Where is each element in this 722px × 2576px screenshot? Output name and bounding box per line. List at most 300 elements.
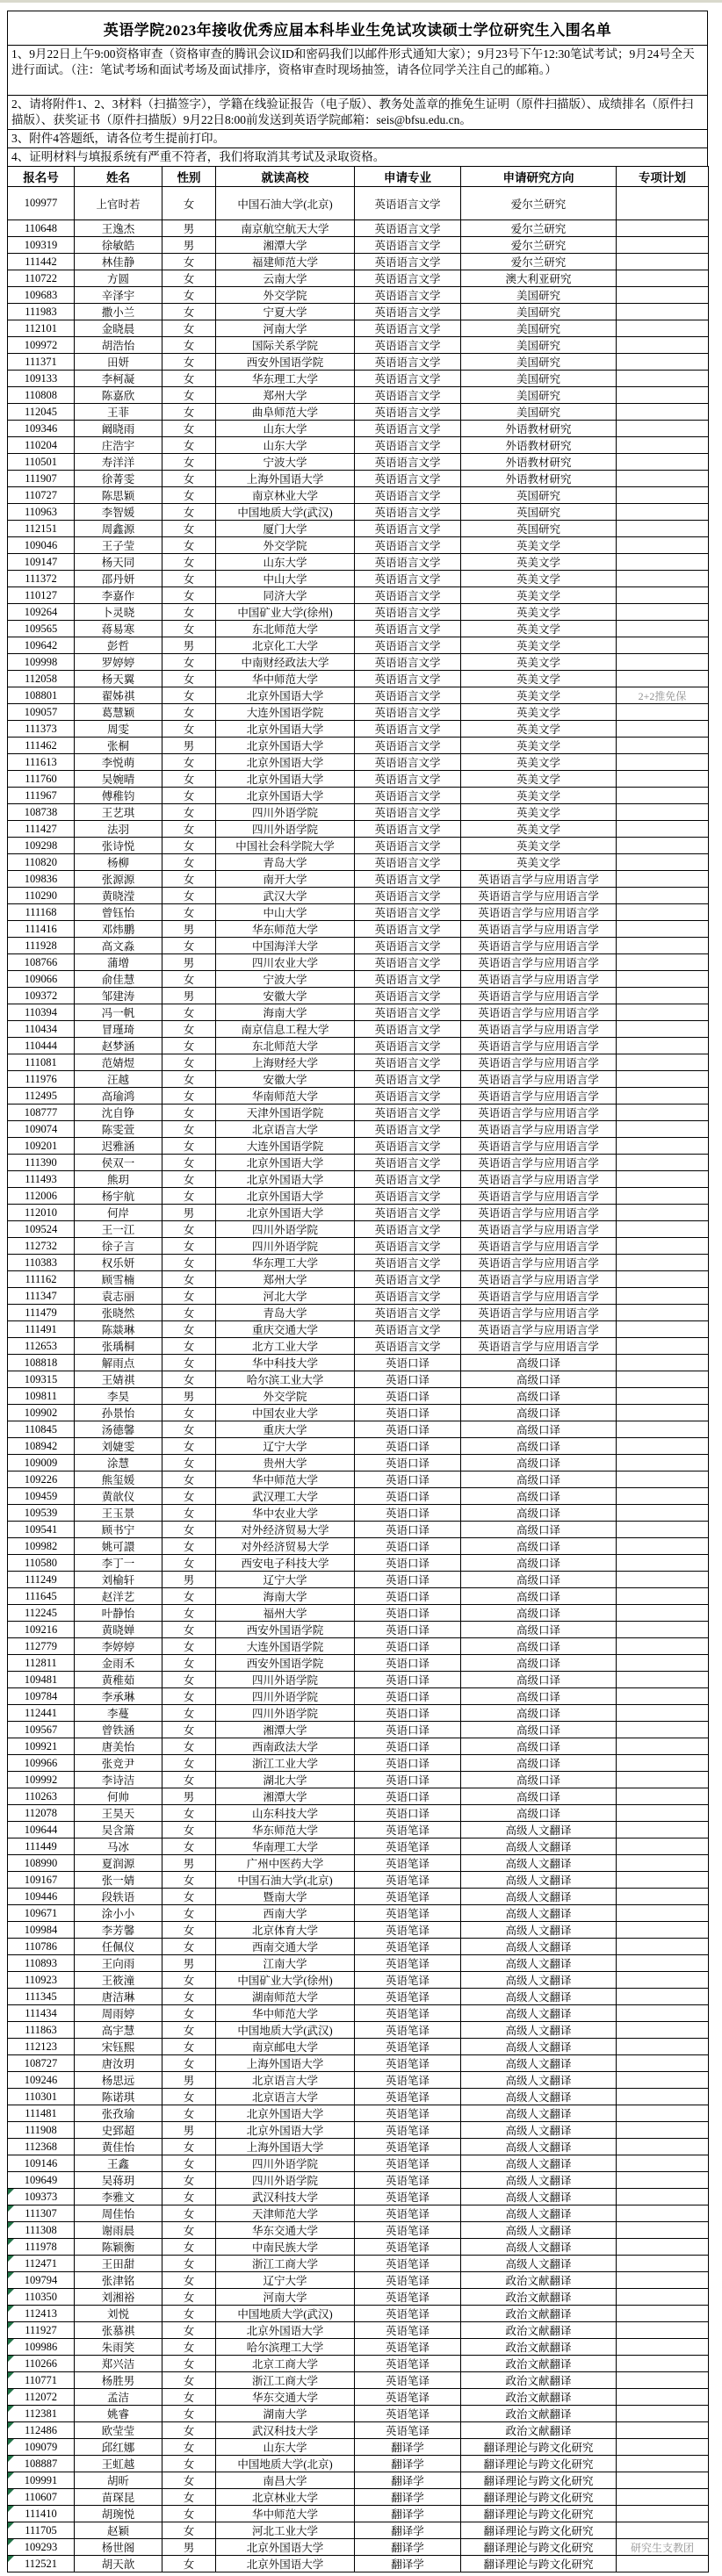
column-header: 申请专业 <box>355 167 461 187</box>
cell-direction: 英语语言学与应用语言学 <box>461 1205 617 1221</box>
cell-gender: 女 <box>162 454 216 471</box>
cell-university: 外交学院 <box>216 537 355 554</box>
table-row <box>8 1138 709 1155</box>
cell-special-plan <box>617 2522 709 2539</box>
table-row <box>8 954 709 971</box>
cell-reg-no-flagged: 112072 <box>8 2389 75 2406</box>
table-row <box>8 2539 709 2556</box>
cell-major: 英语口译 <box>355 1605 461 1622</box>
cell-direction: 英语语言学与应用语言学 <box>461 1004 617 1021</box>
cell-name: 李昊 <box>75 1388 162 1405</box>
cell-major: 英语语言文学 <box>355 1338 461 1355</box>
cell-direction: 英语语言学与应用语言学 <box>461 1088 617 1105</box>
cell-direction: 英语语言学与应用语言学 <box>461 871 617 888</box>
table-row <box>8 1021 709 1038</box>
cell-major: 英语笔译 <box>355 2205 461 2222</box>
table-row <box>8 2489 709 2506</box>
cell-gender: 男 <box>162 1572 216 1588</box>
cell-major: 英语口译 <box>355 1405 461 1421</box>
cell-reg-no: 110727 <box>8 487 75 504</box>
cell-special-plan <box>617 554 709 571</box>
cell-special-plan <box>617 838 709 854</box>
cell-name: 范婧煜 <box>75 1054 162 1071</box>
table-row <box>8 754 709 771</box>
table-row <box>8 1905 709 1922</box>
cell-direction: 英美文学 <box>461 687 617 704</box>
cell-gender: 女 <box>162 2439 216 2456</box>
cell-name: 何帅 <box>75 1788 162 1805</box>
cell-special-plan <box>617 1939 709 1955</box>
cell-reg-no: 109226 <box>8 1471 75 1488</box>
cell-special-plan <box>617 1105 709 1121</box>
cell-university: 北京外国语大学 <box>216 721 355 738</box>
cell-direction: 英语语言学与应用语言学 <box>461 921 617 938</box>
cell-direction: 英语语言学与应用语言学 <box>461 1305 617 1321</box>
cell-special-plan <box>617 971 709 988</box>
table-row <box>8 1288 709 1305</box>
table-row <box>8 854 709 871</box>
cell-special-plan <box>617 187 709 220</box>
cell-direction: 政治文献翻译 <box>461 2272 617 2289</box>
table-row <box>8 788 709 804</box>
cell-major: 英语语言文学 <box>355 1188 461 1205</box>
cell-direction: 高级口译 <box>461 1355 617 1371</box>
cell-gender: 女 <box>162 2472 216 2489</box>
cell-name: 蒲增 <box>75 954 162 971</box>
cell-name: 张桐 <box>75 738 162 754</box>
cell-gender: 男 <box>162 2122 216 2139</box>
cell-gender: 女 <box>162 671 216 687</box>
table-row <box>8 1255 709 1271</box>
cell-special-plan <box>617 2172 709 2189</box>
cell-name: 苗琛昆 <box>75 2489 162 2506</box>
cell-reg-no-flagged: 112471 <box>8 2256 75 2272</box>
table-row <box>8 1371 709 1388</box>
cell-gender: 女 <box>162 1105 216 1121</box>
cell-university: 中国地质大学(武汉) <box>216 504 355 521</box>
cell-direction: 高级人文翻译 <box>461 2055 617 2072</box>
cell-name: 周鑫源 <box>75 521 162 537</box>
cell-reg-no: 112495 <box>8 1088 75 1105</box>
cell-direction: 翻译理论与跨文化研究 <box>461 2456 617 2472</box>
cell-special-plan <box>617 504 709 521</box>
cell-special-plan <box>617 1471 709 1488</box>
table-row <box>8 2205 709 2222</box>
cell-major: 翻译学 <box>355 2456 461 2472</box>
table-row <box>8 1488 709 1505</box>
cell-reg-no: 109984 <box>8 1922 75 1939</box>
cell-major: 英语笔译 <box>355 2222 461 2239</box>
cell-direction: 高级人文翻译 <box>461 1972 617 1989</box>
cell-name: 徐敏皓 <box>75 237 162 254</box>
cell-direction: 英语语言学与应用语言学 <box>461 1138 617 1155</box>
table-row <box>8 1722 709 1738</box>
cell-special-plan <box>617 437 709 454</box>
cell-reg-no: 111481 <box>8 2105 75 2122</box>
cell-direction: 英美文学 <box>461 771 617 788</box>
cell-direction: 政治文献翻译 <box>461 2339 617 2356</box>
cell-reg-no: 109683 <box>8 287 75 304</box>
cell-major: 英语语言文学 <box>355 971 461 988</box>
cell-university: 江南大学 <box>216 1955 355 1972</box>
cell-reg-no: 108942 <box>8 1438 75 1455</box>
cell-name: 周佳怡 <box>75 2205 162 2222</box>
cell-university: 华东理工大学 <box>216 371 355 387</box>
table-row <box>8 971 709 988</box>
cell-gender: 女 <box>162 2389 216 2406</box>
cell-gender: 女 <box>162 788 216 804</box>
cell-special-plan <box>617 320 709 337</box>
cell-direction: 美国研究 <box>461 371 617 387</box>
cell-gender: 女 <box>162 1238 216 1255</box>
table-row <box>8 721 709 738</box>
cell-direction: 翻译理论与跨文化研究 <box>461 2472 617 2489</box>
cell-major: 英语语言文学 <box>355 804 461 821</box>
cell-reg-no: 110963 <box>8 504 75 521</box>
cell-special-plan <box>617 2139 709 2155</box>
cell-special-plan <box>617 1922 709 1939</box>
cell-university: 中国农业大学 <box>216 1405 355 1421</box>
cell-special-plan <box>617 904 709 921</box>
cell-major: 英语语言文学 <box>355 1038 461 1054</box>
cell-direction: 英美文学 <box>461 788 617 804</box>
table-row <box>8 1155 709 1171</box>
cell-name: 李嘉作 <box>75 587 162 604</box>
table-row <box>8 1738 709 1755</box>
cell-name: 李悦萌 <box>75 754 162 771</box>
cell-special-plan <box>617 871 709 888</box>
cell-major: 英语口译 <box>355 1355 461 1371</box>
cell-special-plan <box>617 2189 709 2205</box>
cell-university: 北京外国语大学 <box>216 738 355 754</box>
cell-reg-no: 111442 <box>8 254 75 270</box>
cell-name: 涂小小 <box>75 1905 162 1922</box>
table-row <box>8 1438 709 1455</box>
cell-gender: 女 <box>162 1705 216 1722</box>
cell-gender: 女 <box>162 1722 216 1738</box>
cell-special-plan <box>617 1188 709 1205</box>
table-row <box>8 1989 709 2005</box>
cell-gender: 女 <box>162 1438 216 1455</box>
cell-gender: 女 <box>162 371 216 387</box>
cell-university: 中国地质大学(北京) <box>216 2456 355 2472</box>
cell-major: 英语语言文学 <box>355 654 461 671</box>
table-row <box>8 671 709 687</box>
cell-reg-no: 109565 <box>8 621 75 637</box>
cell-major: 英语笔译 <box>355 1989 461 2005</box>
cell-university: 四川外语学院 <box>216 1238 355 1255</box>
table-row <box>8 2189 709 2205</box>
cell-gender: 女 <box>162 1455 216 1471</box>
cell-university: 北京外国语大学 <box>216 1188 355 1205</box>
cell-gender: 女 <box>162 754 216 771</box>
cell-university: 中国矿业大学(徐州) <box>216 1972 355 1989</box>
cell-major: 英语口译 <box>355 1421 461 1438</box>
cell-name: 杨世阁 <box>75 2539 162 2556</box>
cell-special-plan <box>617 1288 709 1305</box>
table-row <box>8 1455 709 1471</box>
cell-gender: 女 <box>162 1054 216 1071</box>
cell-direction: 政治文献翻译 <box>461 2306 617 2322</box>
cell-special-plan <box>617 921 709 938</box>
cell-university: 天津师范大学 <box>216 2205 355 2222</box>
table-row <box>8 1638 709 1655</box>
cell-direction: 英美文学 <box>461 738 617 754</box>
cell-special-plan <box>617 387 709 404</box>
cell-special-plan <box>617 1071 709 1088</box>
cell-name: 徐菁雯 <box>75 471 162 487</box>
spreadsheet-page <box>0 3 715 2576</box>
table-row <box>8 2055 709 2072</box>
cell-name: 卜灵晓 <box>75 604 162 621</box>
cell-university: 西安外国语学院 <box>216 1655 355 1672</box>
cell-name: 李承琳 <box>75 1688 162 1705</box>
cell-name: 彭哲 <box>75 637 162 654</box>
cell-special-plan <box>617 1121 709 1138</box>
table-row <box>8 1605 709 1622</box>
cell-gender: 女 <box>162 938 216 954</box>
cell-reg-no: 109246 <box>8 2072 75 2089</box>
table-row <box>8 1171 709 1188</box>
cell-major: 英语笔译 <box>355 2372 461 2389</box>
cell-direction: 高级口译 <box>461 1455 617 1471</box>
cell-direction: 英语语言学与应用语言学 <box>461 1338 617 1355</box>
cell-gender: 女 <box>162 1288 216 1305</box>
cell-reg-no: 110893 <box>8 1955 75 1972</box>
cell-direction: 政治文献翻译 <box>461 2372 617 2389</box>
cell-major: 英语语言文学 <box>355 337 461 354</box>
cell-reg-no-flagged: 112413 <box>8 2306 75 2322</box>
cell-direction: 爱尔兰研究 <box>461 220 617 237</box>
cell-reg-no: 109298 <box>8 838 75 854</box>
cell-special-plan <box>617 354 709 371</box>
cell-reg-no: 112151 <box>8 521 75 537</box>
cell-name: 高瑜鸿 <box>75 1088 162 1105</box>
table-row <box>8 1672 709 1688</box>
cell-direction: 翻译理论与跨文化研究 <box>461 2506 617 2522</box>
cell-direction: 高级人文翻译 <box>461 1872 617 1889</box>
cell-name: 王昊天 <box>75 1805 162 1822</box>
cell-gender: 女 <box>162 1889 216 1905</box>
cell-special-plan <box>617 1788 709 1805</box>
cell-special-plan <box>617 1989 709 2005</box>
cell-special-plan <box>617 1688 709 1705</box>
cell-university: 贵州大学 <box>216 1455 355 1471</box>
cell-reg-no: 109784 <box>8 1688 75 1705</box>
cell-university: 北京外国语大学 <box>216 2556 355 2572</box>
cell-reg-no: 110808 <box>8 387 75 404</box>
cell-special-plan <box>617 1438 709 1455</box>
cell-major: 英语口译 <box>355 1505 461 1522</box>
cell-gender: 女 <box>162 1772 216 1788</box>
cell-direction: 高级口译 <box>461 1522 617 1538</box>
cell-name: 罗婷婷 <box>75 654 162 671</box>
table-row <box>8 320 709 337</box>
cell-reg-no: 109998 <box>8 654 75 671</box>
table-row <box>8 2155 709 2172</box>
cell-gender: 女 <box>162 721 216 738</box>
table-row <box>8 554 709 571</box>
table-row <box>8 1972 709 1989</box>
cell-direction: 爱尔兰研究 <box>461 237 617 254</box>
cell-special-plan: 研究生支教团 <box>617 2539 709 2556</box>
cell-gender: 女 <box>162 554 216 571</box>
cell-major: 英语口译 <box>355 1655 461 1672</box>
table-row <box>8 1004 709 1021</box>
document-box <box>7 11 708 167</box>
cell-major: 英语语言文学 <box>355 788 461 804</box>
cell-major: 英语语言文学 <box>355 1305 461 1321</box>
cell-reg-no: 109201 <box>8 1138 75 1155</box>
cell-reg-no: 109074 <box>8 1121 75 1138</box>
cell-university: 北京外国语大学 <box>216 1205 355 1221</box>
cell-special-plan <box>617 2489 709 2506</box>
table-row <box>8 1955 709 1972</box>
cell-reg-no: 109836 <box>8 871 75 888</box>
cell-university: 大连外国语学院 <box>216 704 355 721</box>
cell-major: 翻译学 <box>355 2556 461 2572</box>
cell-major: 英语口译 <box>355 1488 461 1505</box>
cell-reg-no: 109147 <box>8 554 75 571</box>
cell-major: 英语口译 <box>355 1388 461 1405</box>
cell-gender: 女 <box>162 2422 216 2439</box>
cell-special-plan <box>617 804 709 821</box>
cell-university: 辽宁大学 <box>216 1438 355 1455</box>
cell-special-plan <box>617 854 709 871</box>
cell-gender: 女 <box>162 1989 216 2005</box>
cell-reg-no: 111907 <box>8 471 75 487</box>
cell-name: 王鑫 <box>75 2155 162 2172</box>
cell-gender: 女 <box>162 354 216 371</box>
cell-direction: 高级人文翻译 <box>461 2072 617 2089</box>
cell-name: 邓炜鹏 <box>75 921 162 938</box>
cell-gender: 女 <box>162 2522 216 2539</box>
cell-special-plan <box>617 1021 709 1038</box>
cell-name: 高文淼 <box>75 938 162 954</box>
cell-name: 寿洋洋 <box>75 454 162 471</box>
cell-special-plan <box>617 1772 709 1788</box>
cell-gender: 女 <box>162 1922 216 1939</box>
table-row <box>8 1788 709 1805</box>
cell-gender: 女 <box>162 1939 216 1955</box>
cell-gender: 女 <box>162 320 216 337</box>
cell-major: 英语口译 <box>355 1471 461 1488</box>
table-row <box>8 504 709 521</box>
cell-name: 孙景怡 <box>75 1405 162 1421</box>
cell-major: 英语语言文学 <box>355 1321 461 1338</box>
cell-direction: 美国研究 <box>461 320 617 337</box>
cell-direction: 高级口译 <box>461 1488 617 1505</box>
cell-gender: 男 <box>162 954 216 971</box>
cell-university: 辽宁大学 <box>216 1572 355 1588</box>
cell-special-plan <box>617 1238 709 1255</box>
cell-university: 四川外语学院 <box>216 1672 355 1688</box>
cell-direction: 英语语言学与应用语言学 <box>461 1238 617 1255</box>
cell-direction: 高级人文翻译 <box>461 1889 617 1905</box>
cell-gender: 女 <box>162 1488 216 1505</box>
cell-gender: 女 <box>162 537 216 554</box>
cell-direction: 政治文献翻译 <box>461 2289 617 2306</box>
cell-special-plan <box>617 2439 709 2456</box>
cell-major: 英语口译 <box>355 1805 461 1822</box>
cell-special-plan <box>617 1555 709 1572</box>
cell-gender: 女 <box>162 1471 216 1488</box>
cell-gender: 女 <box>162 2322 216 2339</box>
cell-name: 唐汝玥 <box>75 2055 162 2072</box>
cell-gender: 女 <box>162 2456 216 2472</box>
cell-name: 张一婧 <box>75 1872 162 1889</box>
cell-direction: 高级人文翻译 <box>461 1838 617 1855</box>
cell-special-plan <box>617 1872 709 1889</box>
cell-direction: 英语语言学与应用语言学 <box>461 1221 617 1238</box>
cell-name: 张诗悦 <box>75 838 162 854</box>
cell-special-plan <box>617 404 709 421</box>
cell-gender: 女 <box>162 1371 216 1388</box>
table-row <box>8 1321 709 1338</box>
cell-major: 英语语言文学 <box>355 587 461 604</box>
cell-gender: 女 <box>162 804 216 821</box>
cell-university: 四川外语学院 <box>216 2172 355 2189</box>
cell-special-plan <box>617 1421 709 1438</box>
cell-reg-no: 111390 <box>8 1155 75 1171</box>
table-row <box>8 1705 709 1722</box>
cell-major: 英语语言文学 <box>355 304 461 320</box>
cell-reg-no-flagged: 111978 <box>8 2239 75 2256</box>
cell-gender: 女 <box>162 2256 216 2272</box>
cell-university: 辽宁大学 <box>216 2272 355 2289</box>
cell-gender: 女 <box>162 387 216 404</box>
cell-special-plan <box>617 1221 709 1238</box>
cell-special-plan <box>617 671 709 687</box>
table-row <box>8 1238 709 1255</box>
cell-university: 南京航空航天大学 <box>216 220 355 237</box>
cell-reg-no: 108738 <box>8 804 75 821</box>
cell-reg-no: 112101 <box>8 320 75 337</box>
cell-university: 对外经济贸易大学 <box>216 1522 355 1538</box>
cell-special-plan <box>617 954 709 971</box>
cell-university: 四川外语学院 <box>216 2155 355 2172</box>
cell-university: 北京语言大学 <box>216 2089 355 2105</box>
cell-gender: 女 <box>162 2089 216 2105</box>
cell-direction: 英美文学 <box>461 654 617 671</box>
cell-gender: 女 <box>162 1355 216 1371</box>
cell-direction: 英美文学 <box>461 621 617 637</box>
cell-gender: 男 <box>162 220 216 237</box>
cell-major: 英语语言文学 <box>355 754 461 771</box>
cell-reg-no: 109977 <box>8 187 75 220</box>
cell-name: 周雯 <box>75 721 162 738</box>
cell-gender: 女 <box>162 2039 216 2055</box>
cell-special-plan <box>617 988 709 1004</box>
table-row <box>8 537 709 554</box>
cell-direction: 英语语言学与应用语言学 <box>461 971 617 988</box>
cell-major: 英语语言文学 <box>355 771 461 788</box>
cell-university: 天津外国语学院 <box>216 1105 355 1121</box>
cell-name: 庄浩宇 <box>75 437 162 454</box>
cell-major: 英语语言文学 <box>355 454 461 471</box>
cell-university: 南京林业大学 <box>216 487 355 504</box>
cell-university: 外交学院 <box>216 287 355 304</box>
cell-reg-no: 111983 <box>8 304 75 320</box>
cell-special-plan <box>617 2256 709 2272</box>
cell-university: 山东科技大学 <box>216 1805 355 1822</box>
cell-major: 英语口译 <box>355 1622 461 1638</box>
cell-reg-no: 112779 <box>8 1638 75 1655</box>
table-row <box>8 604 709 621</box>
cell-major: 英语笔译 <box>355 2389 461 2406</box>
cell-special-plan <box>617 621 709 637</box>
table-row <box>8 1038 709 1054</box>
